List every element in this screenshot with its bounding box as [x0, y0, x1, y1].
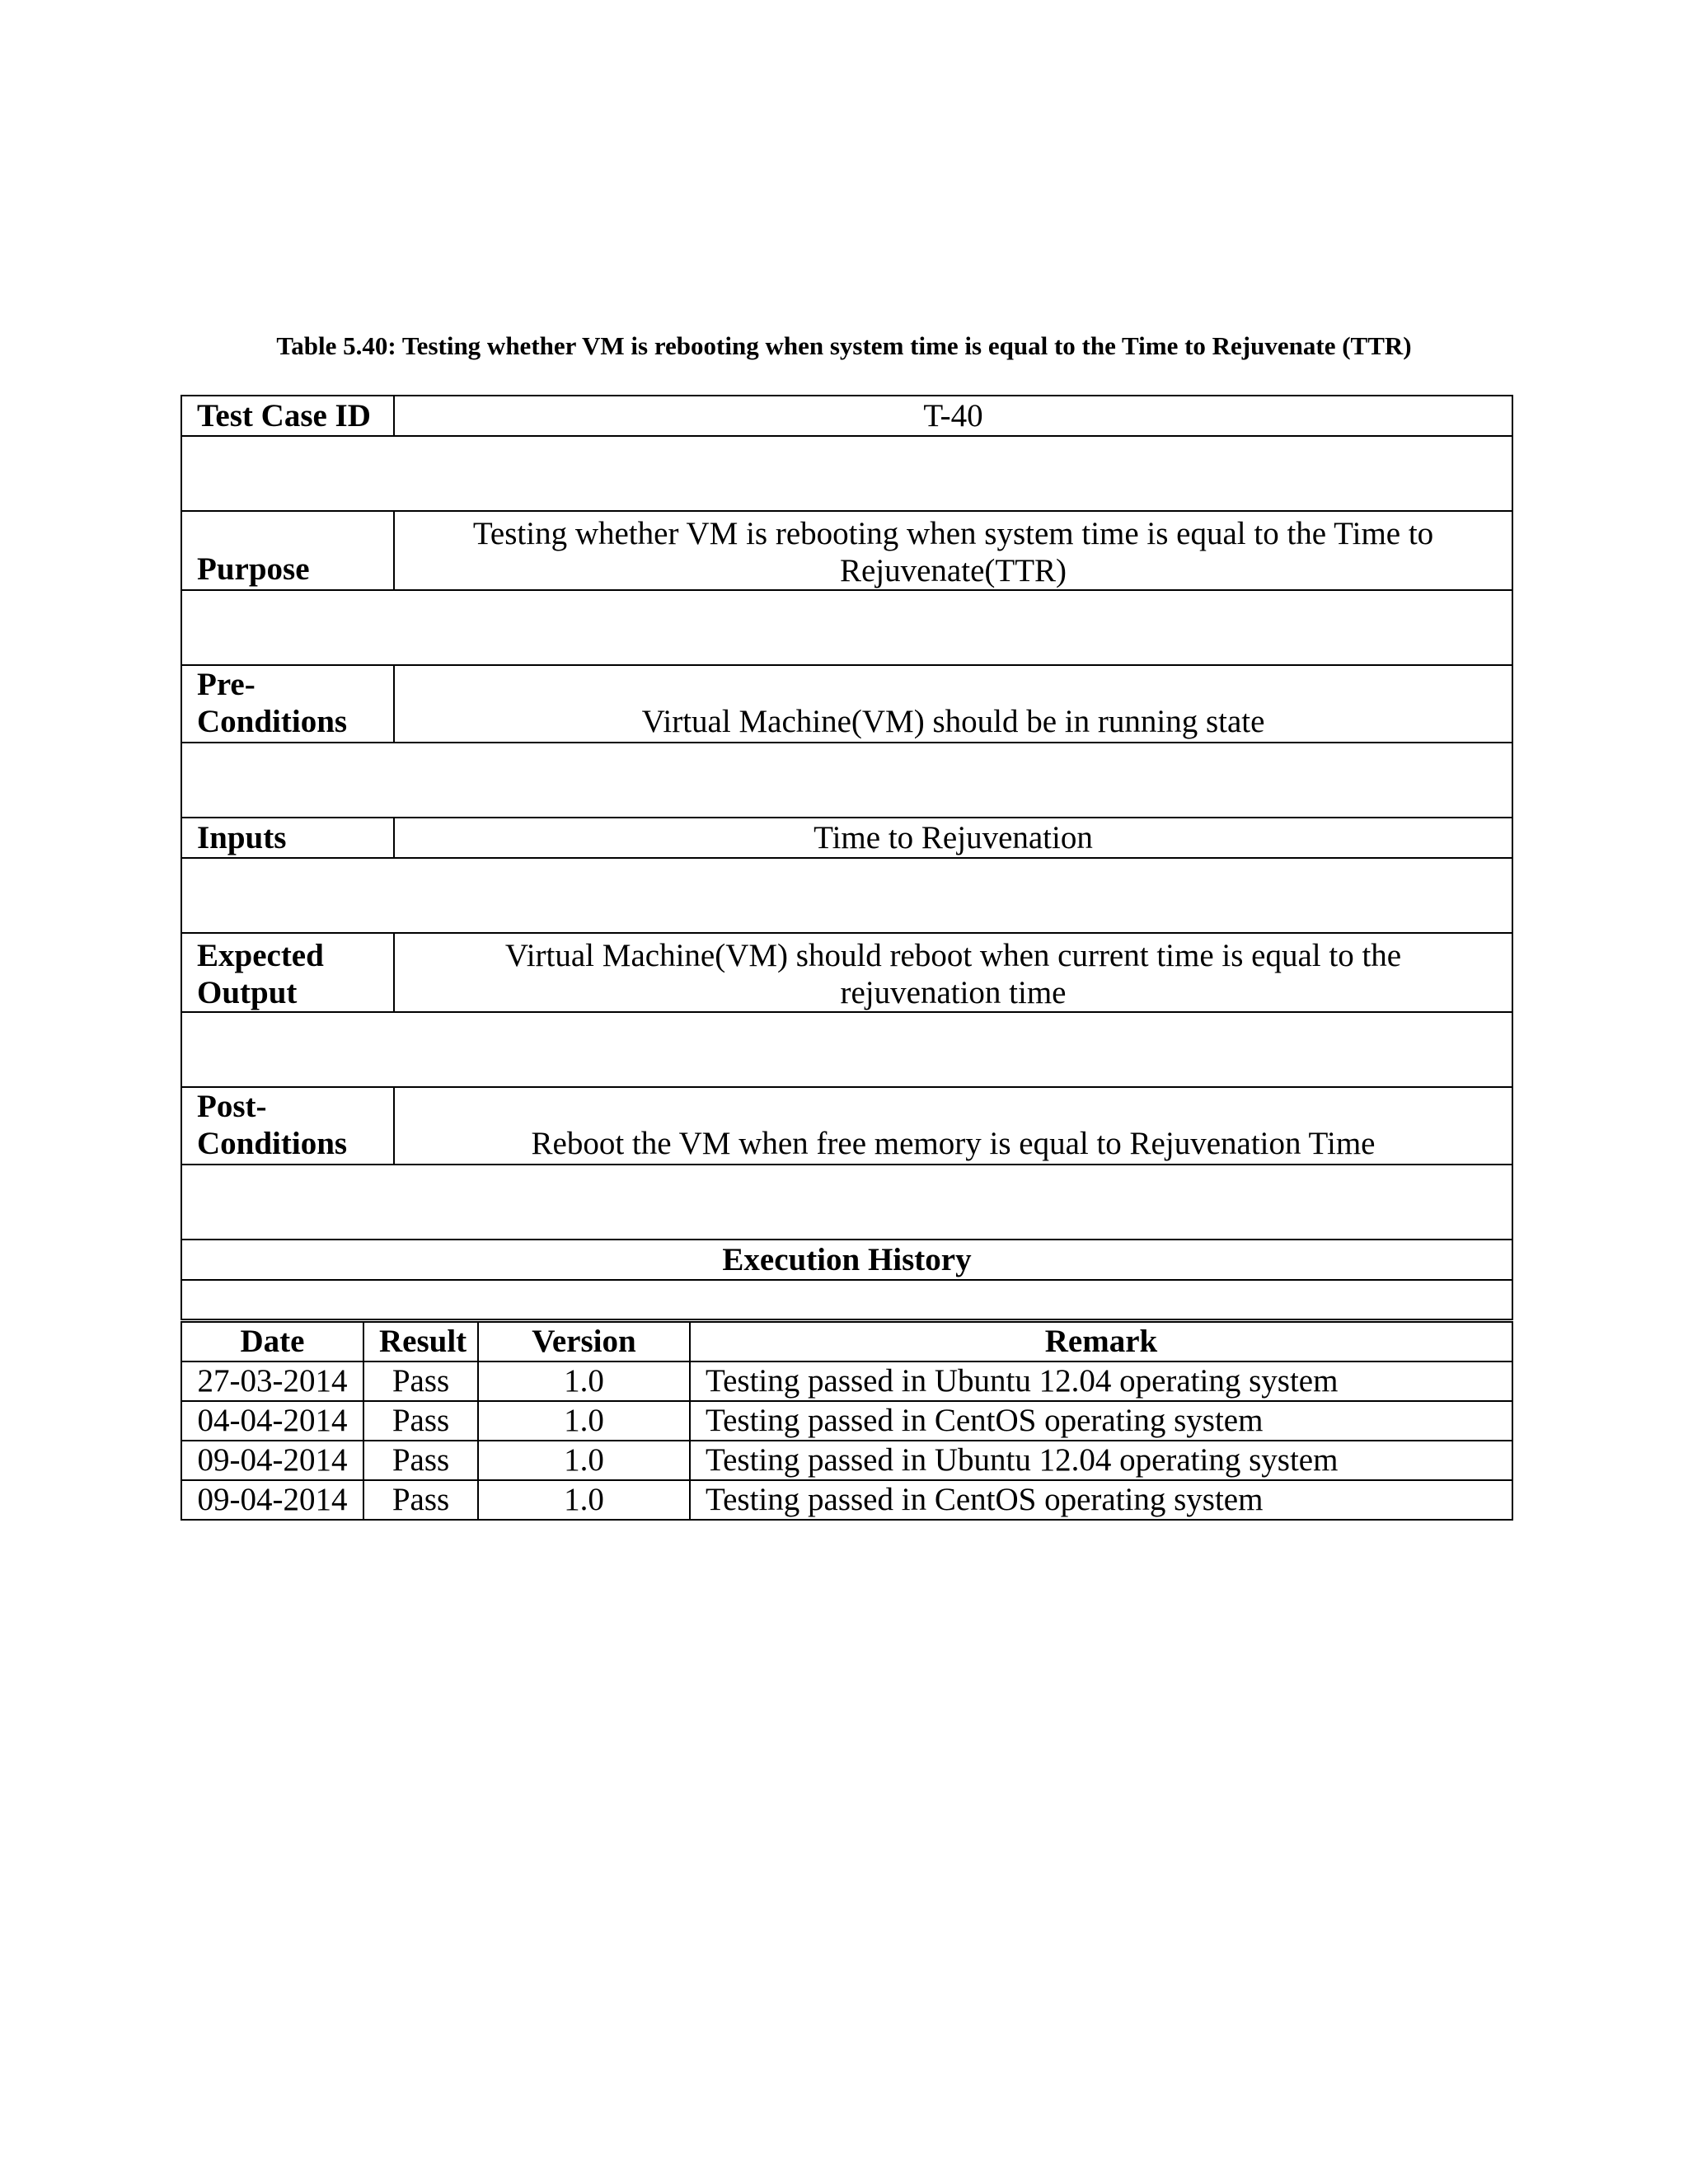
column-header-version: Version [478, 1322, 690, 1361]
table-row [181, 1401, 1512, 1441]
test-case-id-label: Test Case ID [181, 396, 394, 436]
spacer-row [181, 590, 1512, 665]
purpose-label: Purpose [181, 511, 394, 590]
column-header-result: Result [363, 1322, 478, 1361]
test-case-id-value: T-40 [394, 396, 1512, 436]
result-cell: Pass [363, 1401, 478, 1441]
purpose-row [181, 511, 1512, 590]
date-cell: 09-04-2014 [181, 1480, 363, 1520]
preconditions-label-line2: Conditions [197, 704, 348, 739]
spacer-row [181, 1280, 1512, 1319]
expected-output-label-line2: Output [197, 975, 298, 1010]
spacer-cell [181, 743, 1512, 818]
result-cell: Pass [363, 1480, 478, 1520]
postconditions-label-line1: Post- [197, 1089, 267, 1124]
spacer-cell [181, 1165, 1512, 1240]
remark-cell: Testing passed in CentOS operating system [690, 1480, 1512, 1520]
spacer-row [181, 1012, 1512, 1087]
spacer-cell [181, 436, 1512, 511]
spacer-cell [181, 1012, 1512, 1087]
remark-cell: Testing passed in Ubuntu 12.04 operating system [690, 1361, 1512, 1401]
preconditions-value: Virtual Machine(VM) should be in running state [394, 665, 1512, 743]
date-cell: 27-03-2014 [181, 1361, 363, 1401]
inputs-label: Inputs [181, 818, 394, 858]
inputs-value: Time to Rejuvenation [394, 818, 1512, 858]
column-header-remark: Remark [690, 1322, 1512, 1361]
execution-history-heading: Execution History [181, 1240, 1512, 1280]
spacer-row [181, 858, 1512, 933]
version-cell: 1.0 [478, 1361, 690, 1401]
spacer-cell [181, 590, 1512, 665]
inputs-row [181, 818, 1512, 858]
test-case-table [181, 395, 1513, 1320]
remark-cell: Testing passed in Ubuntu 12.04 operating system [690, 1441, 1512, 1480]
remark-cell: Testing passed in CentOS operating system [690, 1401, 1512, 1441]
table-row [181, 1480, 1512, 1520]
purpose-value-line2: Rejuvenate(TTR) [839, 553, 1067, 588]
expected-output-row [181, 933, 1512, 1012]
test-case-id-row [181, 396, 1512, 436]
version-cell: 1.0 [478, 1401, 690, 1441]
result-cell: Pass [363, 1361, 478, 1401]
expected-output-value [394, 933, 1512, 1012]
version-cell: 1.0 [478, 1441, 690, 1480]
purpose-value-line1: Testing whether VM is rebooting when system time is equal to the Time to [472, 516, 1434, 551]
spacer-row [181, 436, 1512, 511]
postconditions-label-line2: Conditions [197, 1126, 348, 1161]
postconditions-value: Reboot the VM when free memory is equal to Rejuvenation Time [394, 1087, 1512, 1165]
table-caption: Table 5.40: Testing whether VM is rebooting when system time is equal to the Time to Rejuvenate (TTR) [276, 331, 1412, 360]
expected-output-label-line1: Expected [197, 938, 324, 973]
preconditions-label [181, 665, 394, 743]
spacer-cell [181, 1280, 1512, 1319]
expected-output-value-line1: Virtual Machine(VM) should reboot when current time is equal to the [504, 938, 1402, 973]
preconditions-label-line1: Pre- [197, 667, 256, 702]
execution-history-heading-row [181, 1240, 1512, 1280]
execution-history-table [181, 1321, 1513, 1521]
postconditions-label [181, 1087, 394, 1165]
spacer-row [181, 743, 1512, 818]
spacer-cell [181, 858, 1512, 933]
expected-output-value-line2: rejuvenation time [840, 975, 1067, 1010]
date-cell: 09-04-2014 [181, 1441, 363, 1480]
history-header-row [181, 1322, 1512, 1361]
result-cell: Pass [363, 1441, 478, 1480]
column-header-date: Date [181, 1322, 363, 1361]
expected-output-label [181, 933, 394, 1012]
table-row [181, 1441, 1512, 1480]
purpose-value [394, 511, 1512, 590]
table-row [181, 1361, 1512, 1401]
version-cell: 1.0 [478, 1480, 690, 1520]
date-cell: 04-04-2014 [181, 1401, 363, 1441]
preconditions-row [181, 665, 1512, 743]
postconditions-row [181, 1087, 1512, 1165]
spacer-row [181, 1165, 1512, 1240]
